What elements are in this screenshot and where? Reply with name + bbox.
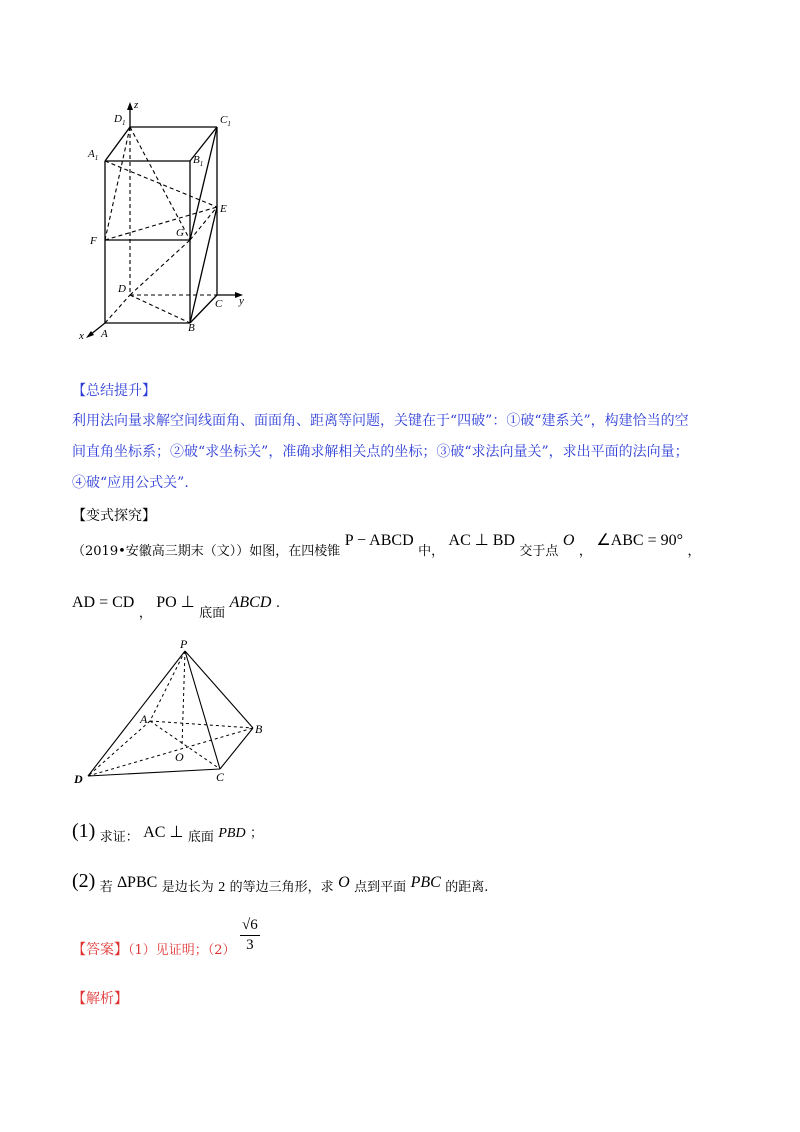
comma-1: ，	[578, 544, 592, 559]
label-a: A	[140, 712, 148, 726]
summary-line-3: ④破“应用公式关”.	[72, 475, 189, 491]
perpendicular-ac-bd: AC ⊥ BD	[448, 532, 515, 549]
comma-3: ，	[138, 606, 152, 621]
label-a1: $A_1$	[88, 148, 99, 162]
label-b: B	[188, 322, 195, 334]
answer	[72, 917, 260, 958]
label-x: x	[79, 330, 84, 342]
ac-perp: AC ⊥	[143, 824, 184, 841]
text-side-length: 是边长为	[161, 880, 214, 895]
question-2	[72, 870, 488, 893]
variant-problem-line-1	[72, 530, 701, 559]
label-z: z	[134, 99, 139, 111]
variant-heading: 【变式探究】	[72, 508, 156, 524]
plane-pbd: PBD	[218, 826, 246, 841]
text-to-plane: 点到平面	[354, 880, 407, 895]
text-equilateral: 的等边三角形，求	[229, 880, 334, 895]
semicolon: ；	[250, 826, 264, 841]
label-y: y	[239, 295, 244, 307]
angle-abc: ∠ABC = 90°	[596, 532, 684, 549]
po-perp: PO ⊥	[156, 594, 195, 611]
label-c: C	[215, 298, 223, 310]
answer-text: （1）见证明；（2）	[128, 942, 236, 958]
text-prove: 求证：	[99, 830, 139, 845]
pyramid-name: P − ABCD	[344, 532, 414, 549]
label-b: B	[255, 722, 263, 736]
label-f: F	[90, 235, 97, 247]
fraction-denominator: 3	[246, 937, 254, 953]
question-2-number: (2)	[72, 870, 96, 892]
question-1-number: (1)	[72, 820, 96, 842]
period: .	[275, 596, 280, 611]
label-g: G	[176, 227, 184, 239]
text-if: 若	[99, 880, 113, 895]
answer-heading: 【答案】	[72, 941, 128, 958]
triangle-pbc: ∆PBC	[117, 874, 158, 891]
text-in: 中，	[418, 544, 445, 559]
analysis-heading: 【解析】	[72, 991, 128, 1007]
label-p: P	[180, 637, 188, 651]
summary-line-2: 间直角坐标系；②破“求坐标关”，准确求解相关点的坐标；③破“求法向量关”，求出平面的法向量；	[72, 444, 689, 460]
label-c1: $C_1$	[220, 114, 231, 128]
point-o-q2: O	[338, 874, 350, 891]
number-two: 2	[218, 880, 226, 895]
plane-abcd: ABCD	[229, 594, 272, 611]
label-e: E	[220, 203, 227, 215]
prism-svg	[60, 90, 280, 360]
summary-line-1: 利用法向量求解空间线面角、面面角、距离等问题，关键在于“四破”：①破“建系关”，构建恰当的空	[72, 413, 689, 429]
plane-pbc: PBC	[410, 874, 441, 891]
fraction-numerator: √6	[240, 918, 260, 936]
point-o: O	[562, 532, 575, 549]
label-d: D	[74, 772, 83, 786]
label-a: A	[101, 328, 108, 340]
question-1	[72, 820, 263, 843]
label-d: D	[118, 283, 126, 295]
summary-heading: 【总结提升】	[72, 383, 156, 399]
prism-figure	[60, 90, 280, 360]
ad-equals-cd: AD = CD	[72, 594, 135, 611]
comma-2: ，	[687, 544, 701, 559]
label-c: C	[216, 770, 225, 784]
variant-problem-line-2	[72, 592, 280, 621]
text-base-q1: 底面	[187, 830, 214, 845]
text-meet: 交于点	[519, 544, 559, 559]
pyramid-svg	[70, 636, 280, 786]
text-base: 底面	[199, 606, 226, 621]
text-distance: 的距离.	[445, 880, 489, 895]
label-d1: $D_1$	[114, 113, 126, 127]
label-b1: $B_1$	[193, 154, 204, 168]
pyramid-figure	[70, 636, 280, 786]
label-o: O	[175, 750, 184, 764]
problem-source: （2019•安徽高三期末（文））如图，在四棱锥	[72, 544, 341, 559]
answer-fraction	[240, 918, 260, 953]
